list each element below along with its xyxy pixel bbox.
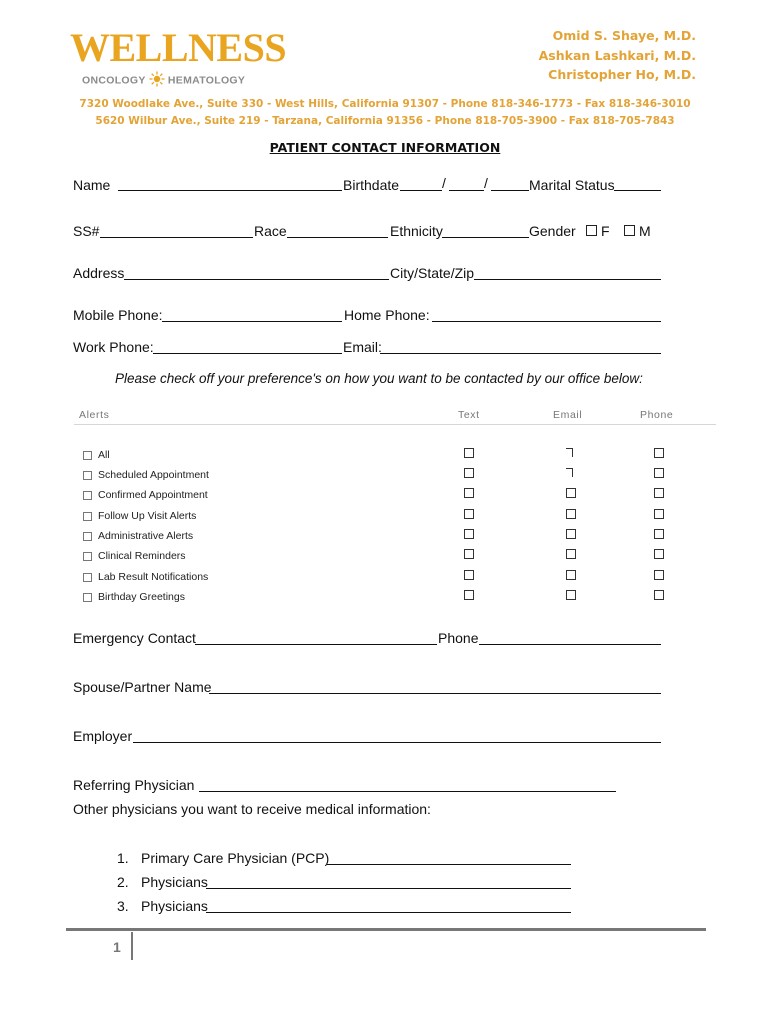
email-checkbox[interactable]: [566, 468, 573, 477]
phone-checkbox[interactable]: [654, 509, 664, 519]
birthdate-day-field[interactable]: [449, 190, 484, 191]
doctor-name: Ashkan Lashkari, M.D.: [538, 47, 696, 63]
phone-checkbox[interactable]: [654, 570, 664, 580]
spouse-partner-label: Spouse/Partner Name: [73, 679, 212, 695]
pcp-label: Primary Care Physician (PCP): [141, 850, 330, 866]
text-checkbox[interactable]: [464, 488, 474, 498]
page-number-divider: [131, 932, 133, 960]
email-checkbox[interactable]: [566, 529, 576, 539]
text-checkbox[interactable]: [464, 509, 474, 519]
name-label: Name: [73, 177, 111, 193]
table-header-text: Text: [458, 409, 480, 421]
table-row: [83, 510, 196, 522]
emergency-phone-field[interactable]: [479, 644, 661, 645]
logo-oncology: ONCOLOGY: [82, 74, 146, 87]
doctor-name: Christopher Ho, M.D.: [548, 67, 696, 82]
email-checkbox[interactable]: [566, 488, 576, 498]
email-label: Email:: [343, 339, 382, 355]
phone-checkbox[interactable]: [654, 468, 664, 478]
list-number: 2.: [117, 874, 129, 890]
work-phone-field[interactable]: [153, 353, 342, 354]
alert-checkbox[interactable]: [83, 552, 92, 561]
alert-checkbox[interactable]: [83, 451, 92, 460]
text-checkbox[interactable]: [464, 590, 474, 600]
email-checkbox[interactable]: [566, 448, 573, 457]
address-field[interactable]: [124, 279, 389, 280]
address-line: 5620 Wilbur Ave., Suite 219 - Tarzana, California 91356 - Phone 818-705-3900 - Fax 818-705-7843: [95, 115, 675, 127]
physician-field-3[interactable]: [206, 912, 571, 913]
alert-checkbox[interactable]: [83, 491, 92, 500]
logo: [70, 25, 287, 90]
race-field[interactable]: [287, 237, 388, 238]
gender-male-label: M: [639, 223, 651, 239]
text-checkbox[interactable]: [464, 529, 474, 539]
alert-label: Administrative Alerts: [98, 530, 194, 542]
date-separator: /: [484, 175, 488, 191]
city-state-zip-field[interactable]: [474, 279, 661, 280]
table-header-email: Email: [553, 409, 583, 421]
mobile-phone-label: Mobile Phone:: [73, 307, 163, 323]
ss-label: SS#: [73, 223, 100, 239]
logo-hematology: HEMATOLOGY: [167, 74, 246, 87]
ethnicity-label: Ethnicity: [390, 223, 443, 239]
marital-status-field[interactable]: [614, 190, 661, 191]
home-phone-field[interactable]: [432, 321, 661, 322]
referring-physician-label: Referring Physician: [73, 777, 195, 793]
table-row: [83, 530, 193, 542]
gender-female-checkbox[interactable]: [586, 225, 597, 236]
alert-label: Lab Result Notifications: [98, 571, 209, 583]
list-number: 1.: [117, 850, 129, 866]
alert-label: Birthday Greetings: [98, 591, 185, 603]
email-checkbox[interactable]: [566, 570, 576, 580]
text-checkbox[interactable]: [464, 549, 474, 559]
alert-label: Scheduled Appointment: [98, 469, 209, 481]
email-checkbox[interactable]: [566, 549, 576, 559]
spouse-partner-field[interactable]: [209, 693, 661, 694]
gender-label: Gender: [529, 223, 576, 239]
alert-label: Confirmed Appointment: [98, 489, 208, 501]
sun-icon: [149, 71, 165, 90]
address-label: Address: [73, 265, 125, 281]
mobile-phone-field[interactable]: [162, 321, 342, 322]
email-field[interactable]: [380, 353, 661, 354]
birthdate-label: Birthdate: [343, 177, 400, 193]
phone-checkbox[interactable]: [654, 488, 664, 498]
address-line: 7320 Woodlake Ave., Suite 330 - West Hills, California 91307 - Phone 818-346-1773 - Fax 818-346-3010: [79, 98, 691, 110]
name-field[interactable]: [118, 190, 342, 191]
employer-label: Employer: [73, 728, 133, 744]
table-header-phone: Phone: [640, 409, 674, 421]
emergency-contact-field[interactable]: [195, 644, 437, 645]
phone-checkbox[interactable]: [654, 590, 664, 600]
race-label: Race: [254, 223, 287, 239]
gender-male-checkbox[interactable]: [624, 225, 635, 236]
ethnicity-field[interactable]: [442, 237, 529, 238]
emergency-phone-label: Phone: [438, 630, 479, 646]
table-row: [83, 449, 110, 461]
physician-label: Physicians: [141, 898, 208, 914]
alert-checkbox[interactable]: [83, 593, 92, 602]
alert-label: Follow Up Visit Alerts: [98, 510, 197, 522]
text-checkbox[interactable]: [464, 448, 474, 458]
marital-status-label: Marital Status: [529, 177, 615, 193]
physician-field-2[interactable]: [206, 888, 571, 889]
home-phone-label: Home Phone:: [344, 307, 430, 323]
gender-female-label: F: [601, 223, 610, 239]
alert-label: Clinical Reminders: [98, 550, 186, 562]
phone-checkbox[interactable]: [654, 549, 664, 559]
doctor-name: Omid S. Shaye, M.D.: [552, 28, 696, 43]
text-checkbox[interactable]: [464, 570, 474, 580]
date-separator: /: [442, 175, 446, 191]
text-checkbox[interactable]: [464, 468, 474, 478]
emergency-contact-label: Emergency Contact: [73, 630, 196, 646]
contact-preference-instruction: Please check off your preference's on how you want to be contacted by our office below:: [115, 371, 643, 386]
phone-checkbox[interactable]: [654, 448, 664, 458]
physician-label: Physicians: [141, 874, 208, 890]
table-row: [83, 591, 185, 603]
alert-checkbox[interactable]: [83, 573, 92, 582]
email-checkbox[interactable]: [566, 590, 576, 600]
alert-checkbox[interactable]: [83, 532, 92, 541]
ss-field[interactable]: [100, 237, 253, 238]
doctor-list: [539, 26, 696, 85]
work-phone-label: Work Phone:: [73, 339, 154, 355]
page-title: PATIENT CONTACT INFORMATION: [269, 140, 501, 155]
table-row: [83, 469, 209, 481]
email-checkbox[interactable]: [566, 509, 576, 519]
alert-checkbox[interactable]: [83, 471, 92, 480]
other-physicians-label: Other physicians you want to receive medical information:: [73, 801, 431, 817]
table-row: [83, 550, 186, 562]
list-number: 3.: [117, 898, 129, 914]
birthdate-year-field[interactable]: [491, 190, 529, 191]
table-row: [83, 489, 208, 501]
phone-checkbox[interactable]: [654, 529, 664, 539]
birthdate-month-field[interactable]: [400, 190, 442, 191]
table-header-alerts: Alerts: [79, 409, 110, 421]
footer-divider: [66, 928, 706, 931]
table-header-divider: [74, 424, 716, 425]
address-block: [0, 96, 770, 130]
page-number: 1: [113, 939, 121, 955]
alert-checkbox[interactable]: [83, 512, 92, 521]
pcp-field[interactable]: [327, 864, 571, 865]
table-row: [83, 571, 208, 583]
employer-field[interactable]: [133, 742, 661, 743]
city-state-zip-label: City/State/Zip: [390, 265, 475, 281]
logo-subtitle: [70, 71, 286, 90]
logo-wordmark: WELLNESS: [70, 25, 287, 70]
alert-label: All: [98, 449, 110, 461]
referring-physician-field[interactable]: [199, 791, 616, 792]
